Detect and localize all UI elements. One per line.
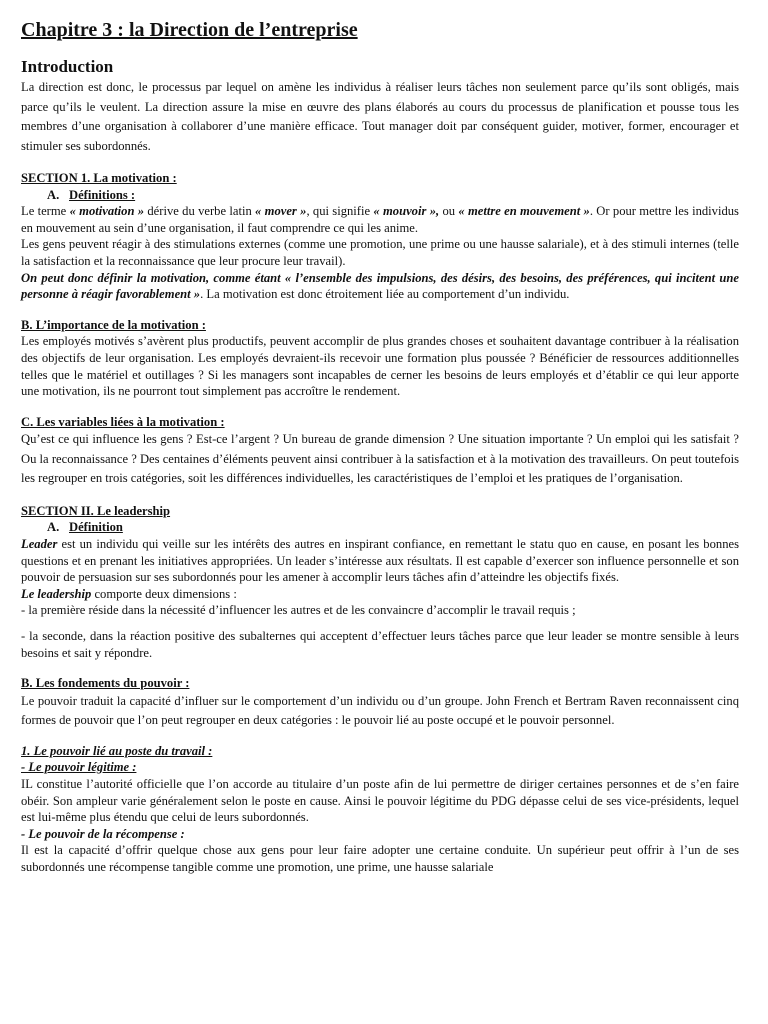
intro-heading: Introduction <box>21 57 114 76</box>
section-2-heading: SECTION II. Le leadership <box>21 503 171 518</box>
leadership-dimension-1: - la première réside dans la nécessité d’influencer les autres et de les convaincre d’accomplir le travail requis ; <box>21 603 576 618</box>
text-run: comporte deux dimensions : <box>91 586 237 601</box>
power-foundations-paragraph: Le pouvoir traduit la capacité d’influer sur le comportement d’un individu ou d’un groupe. John French et Bertram Raven reconnaissent cinq formes de pouvoir que l’on peut regrouper en deux catégories : le pouvoir lié au poste occupé et le pouvoir personnel. <box>21 693 739 728</box>
text-run: , qui signifie <box>306 204 374 219</box>
subsection-a-title: Définitions : <box>69 187 136 202</box>
motivation-definition-emphasis: On peut donc définir la motivation, comme étant « l’ensemble des impulsions, des désirs, des besoins, des préférences, qui incitent une personne à réagir favorablement » <box>21 270 739 302</box>
term-mettre-en-mouvement: « mettre en mouvement » <box>458 204 590 219</box>
section-2-subsection-a <box>47 519 739 536</box>
text-run: Le terme <box>21 204 70 219</box>
term-leader: Leader <box>21 537 58 551</box>
leader-paragraph <box>21 536 739 586</box>
section-1-c-heading: C. Les variables liées à la motivation : <box>21 414 225 429</box>
term-motivation: « motivation » <box>69 204 145 219</box>
document-page <box>21 18 739 876</box>
section-1-subsection-a <box>47 187 739 204</box>
legitimate-power-paragraph: IL constitue l’autorité officielle que l’on accorde au titulaire d’un poste afin de lui permettre de diriger certaines personnes et de s’en faire obéir. Son ampleur varie généralement selon le poste en cause. Ainsi le pouvoir légitime du PDG dépasse celui de ses vice-présidents, lequel est lui-même plus étendu que celui de leurs subordonnés. <box>21 776 739 825</box>
text-run: . Or pour mettre les individus en mouvement au sein d’une organisation, il faut comprendre ce qui les anime. <box>21 204 739 235</box>
motivation-definition-paragraph <box>21 203 739 236</box>
text-run: dérive du verbe latin <box>144 204 256 219</box>
section-1-b-heading: B. L’importance de la motivation : <box>21 317 206 332</box>
reward-power-paragraph: Il est la capacité d’offrir quelque chose aux gens pour leur faire adopter une certaine conduite. Un supérieur peut offrir à l’un de ses subordonnés une récompense tangible comme une promotion, une prime, une hausse salariale <box>21 843 739 874</box>
position-power-heading: 1. Le pouvoir lié au poste du travail : <box>21 743 213 758</box>
intro-paragraph: La direction est donc, le processus par lequel on amène les individus à réaliser leurs tâches non seulement parce qu’ils sont obligés, mais parce qu’ils le veulent. La direction assure la mise en œuvre des plans élaborés au cours du processus de planification et pousse tous les membres d’une organisation à collaborer d’une manière efficace. Tout manager doit par conséquent guider, motiver, former, encourager et stimuler ses subordonnés. <box>21 80 739 153</box>
chapter-title: Chapitre 3 : la Direction de l’entreprise <box>21 19 358 41</box>
text-run: . La motivation est donc étroitement liée au comportement d’un individu. <box>200 287 570 302</box>
reward-power-heading: - Le pouvoir de la récompense : <box>21 826 185 841</box>
section-1-heading: SECTION 1. La motivation : <box>21 171 177 185</box>
term-mouvoir: « mouvoir », <box>373 204 440 219</box>
importance-paragraph: Les employés motivés s’avèrent plus productifs, peuvent accomplir de plus grandes choses et souhaitent davantage contribuer à la réalisation des objectifs de leur organisation. Les employés devraient-ils recevoir une formation plus poussée ? Bénéficier de ressources additionnelles telles que le matériel et outillages ? Si les managers sont incapables de cerner les besoins de leurs employés et d’établir ce qui leur apporte une motivation, ils ne pourront tout simplement pas accroître le rendement. <box>21 334 739 399</box>
leadership-paragraph <box>21 586 739 603</box>
subsection-a-number: A. <box>47 187 60 202</box>
term-leadership: Le leadership <box>21 586 92 601</box>
leadership-dimension-2: - la seconde, dans la réaction positive des subalternes qui acceptent d’effectuer leurs tâches parce que leur leader se montre sensible à leurs besoins et sait y répondre. <box>21 628 739 660</box>
subsection-a-title: Définition <box>69 520 123 535</box>
legitimate-power-heading: - Le pouvoir légitime : <box>21 760 137 775</box>
stimulations-paragraph: Les gens peuvent réagir à des stimulations externes (comme une promotion, une prime ou une hausse salariale), et à des stimuli internes (telle la satisfaction et la reconnaissance que leur procure leur travail). <box>21 237 739 268</box>
subsection-a-number: A. <box>47 520 60 535</box>
text-run: ou <box>439 204 459 219</box>
term-mover: « mover » <box>255 204 307 219</box>
motivation-summary-paragraph <box>21 270 739 303</box>
variables-paragraph: Qu’est ce qui influence les gens ? Est-ce l’argent ? Un bureau de grande dimension ? Une situation importante ? Un emploi qui les satisfait ? Ou la reconnaissance ? Des centaines d’éléments peuvent ainsi contribuer à la satisfaction et à la motivation des travailleurs. On peut toutefois les regrouper en trois catégories, soit les différences individuelles, les caractéristiques de l’emploi et les pratiques de l’organisation. <box>21 432 739 486</box>
section-2-b-heading: B. Les fondements du pouvoir : <box>21 676 190 691</box>
text-run: est un individu qui veille sur les intérêts des autres en inspirant confiance, en remettant le statu quo en cause, en posant les bonnes questions et en prenant les initiatives appropriées. Un leader s’intéresse aux résultats. Il est capable d’exercer son influence personnelle et son pouvoir de persuasion sur ses subordonnés pour les amener à accomplir leurs tâches afin d’atteindre les objectifs fixés. <box>21 537 739 585</box>
